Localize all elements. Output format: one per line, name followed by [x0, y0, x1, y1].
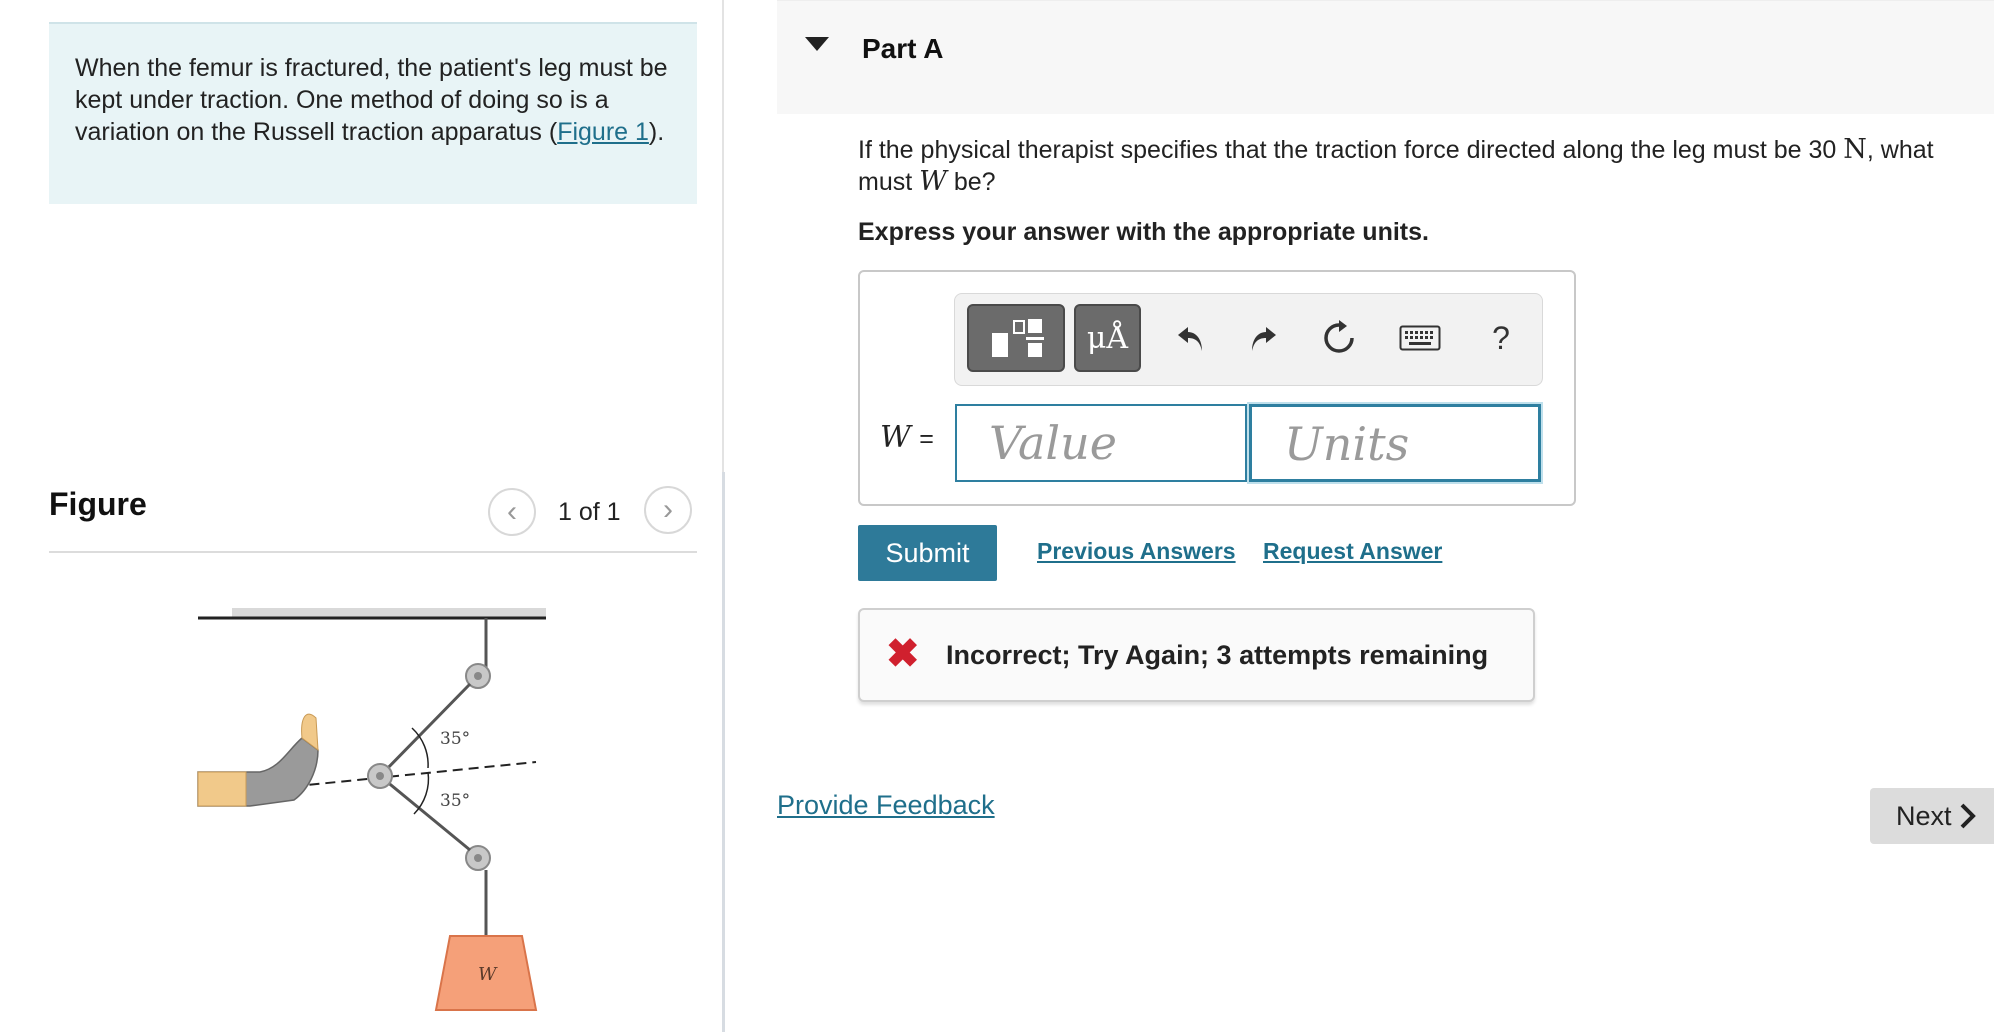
figure-pager: 1 of 1	[558, 498, 621, 526]
units-placeholder: Units	[1284, 417, 1410, 471]
question-pre: If the physical therapist specifies that the traction force directed along the leg must be 30	[858, 136, 1844, 164]
undo-icon	[1174, 321, 1208, 355]
foot-pulley-hub	[376, 772, 384, 780]
provide-feedback-link[interactable]: Provide Feedback	[777, 790, 995, 820]
feedback-text: Incorrect; Try Again; 3 attempts remaining	[946, 640, 1489, 670]
question-unit: N	[1843, 134, 1867, 165]
lower-rope	[380, 776, 470, 850]
answer-variable-label	[880, 420, 934, 455]
collapse-caret-icon[interactable]	[805, 37, 829, 51]
chevron-right-icon	[1958, 802, 1978, 830]
figure-divider	[49, 551, 697, 553]
units-input[interactable]	[1249, 404, 1541, 482]
angle-label-bottom: 35°	[440, 791, 471, 811]
request-answer-link[interactable]: Request Answer	[1263, 538, 1443, 564]
question-text	[858, 134, 1978, 198]
bottom-pulley-hub	[474, 854, 482, 862]
help-icon: ?	[1492, 319, 1510, 356]
answer-variable: W	[880, 420, 911, 455]
next-label: Next	[1896, 800, 1952, 831]
answer-equals: =	[919, 425, 934, 453]
keyboard-icon	[1399, 325, 1441, 351]
next-figure-button[interactable]	[644, 486, 692, 534]
part-title: Part A	[862, 33, 944, 64]
submit-button[interactable]: Submit	[858, 525, 997, 581]
figure-link[interactable]: Figure 1	[557, 118, 649, 146]
leg-bandage	[198, 772, 246, 806]
problem-statement	[49, 22, 697, 204]
top-pulley-hub	[474, 672, 482, 680]
problem-text-end: ).	[648, 118, 665, 146]
units-symbol: μÅ	[1086, 320, 1129, 356]
problem-text: When the femur is fractured, the patient's leg must be kept under traction. One method of doing so is a variation on the Russell traction apparatus (	[75, 54, 668, 146]
pane-divider-highlight	[722, 472, 725, 1032]
previous-answers-link[interactable]: Previous Answers	[1037, 538, 1236, 564]
question-post: be?	[946, 168, 996, 196]
chevron-left-icon: ‹	[507, 495, 517, 528]
previous-figure-button[interactable]	[488, 488, 536, 536]
incorrect-icon: ✖	[886, 632, 920, 676]
value-input[interactable]	[955, 404, 1247, 482]
figure-title: Figure	[49, 486, 147, 522]
units-button[interactable]	[1074, 304, 1141, 372]
reset-button[interactable]	[1317, 316, 1361, 360]
keyboard-button[interactable]	[1395, 316, 1445, 360]
reset-icon	[1321, 320, 1357, 356]
answer-instruction: Express your answer with the appropriate units.	[858, 218, 1429, 246]
feedback-message	[858, 608, 1535, 702]
templates-button[interactable]	[967, 304, 1065, 372]
next-button[interactable]	[1870, 788, 1994, 844]
weight-label: W	[478, 964, 497, 985]
undo-button[interactable]	[1169, 316, 1213, 360]
math-toolbar	[954, 293, 1543, 386]
templates-icon	[986, 315, 1046, 361]
bottom-angle-arc	[414, 772, 428, 814]
chevron-right-icon: ›	[663, 493, 673, 526]
traction-figure	[190, 600, 560, 1020]
help-button[interactable]	[1479, 316, 1523, 360]
redo-icon	[1246, 321, 1280, 355]
question-variable: W	[919, 166, 947, 197]
redo-button[interactable]	[1241, 316, 1285, 360]
part-header[interactable]	[777, 0, 1994, 114]
angle-label-top: 35°	[440, 729, 471, 749]
question-mid: , what must	[858, 136, 1934, 196]
value-placeholder: Value	[989, 416, 1117, 470]
